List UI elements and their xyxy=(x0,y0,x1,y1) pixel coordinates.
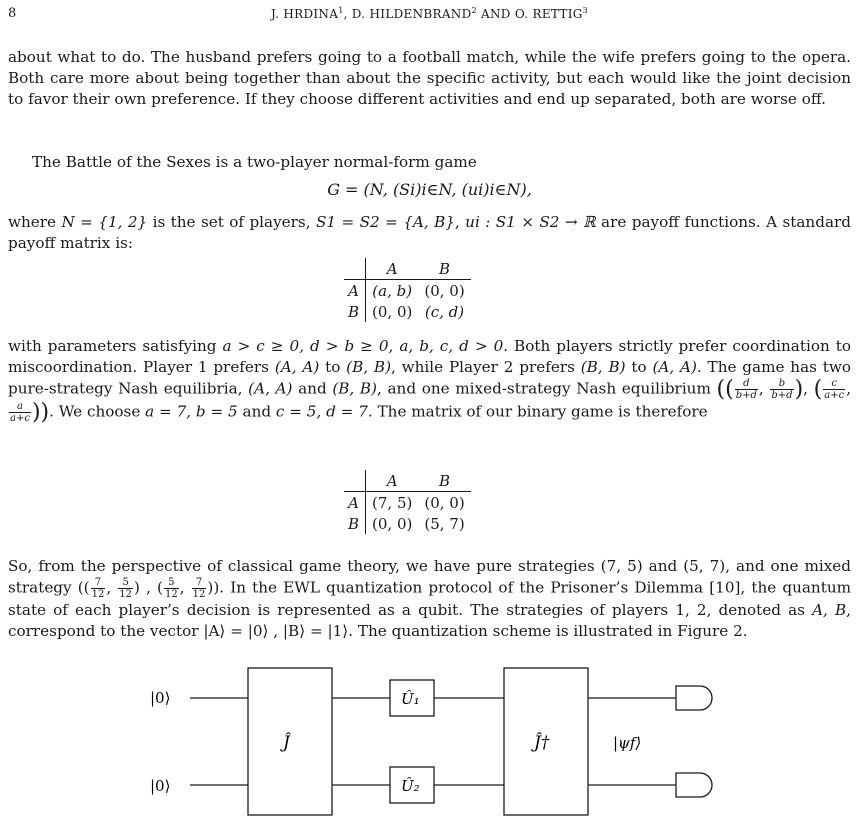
payoff-matrix-binary xyxy=(344,470,471,534)
payoff-matrix-general xyxy=(344,258,471,322)
state-label: |ψf⟩ xyxy=(613,734,642,752)
column-header: B xyxy=(418,258,470,280)
author-1: J. HRDINA xyxy=(270,7,339,21)
row-header: A xyxy=(344,492,366,514)
paragraph-quantization: So, from the perspective of classical game theory, we have pure strategies (7, 5) and (5, 7), and one mixed strategy (( $\frac{7}{12}$ , $\frac{5}{12}$ ) , ( $\frac{5}{12}$ , $\frac{7}{12}$ )). In the EWL quantization protocol of the Prisoner’s Dilemma [10], the quantum state of each player’s decision is represented as a qubit. The strategies of players 1, 2, denoted as A, B, correspond to the vector |A⟩ = |0⟩ , |B⟩ = |1⟩. The quantization scheme is illustrated in Figure 2. xyxy=(8,557,852,640)
paragraph-intro: about what to do. The husband prefers going to a football match, while the wife prefers going to the opera. Both care more about being together than about the specific activity, but each would like the joint decision to favor their own preference. If they choose different activities and end up separated, both are worse off. xyxy=(8,48,851,108)
column-header: A xyxy=(366,258,419,280)
running-header: J. HRDINA$^1$, D. HILDENBRAND$^2$ AND O. RETTIG$^3$ xyxy=(270,6,589,21)
gate-j-box xyxy=(248,668,332,815)
gate-u2-label: Û₂ xyxy=(401,777,420,795)
table-cell: (5, 7) xyxy=(424,514,465,533)
paragraph-equilibria: with parameters satisfying a > c ≥ 0, d > b ≥ 0, a, b, c, d > 0. Both players strictly prefer coordination to miscoordination. Player 1 prefers (A, A) to (B, B), while Player 2 prefers (B, B) to (A, A). The game has two pure-strategy Nash equilibria, (A, A) and (B, B), and one mixed-strategy Nash equilibrium (( $\frac{d}{b+d}$ , $\frac{b}{b+d}$ ), ( $\frac{c}{a+c}$ , $\frac{a}{a+c}$ )). We choose a = 7, b = 5 and c = 5, d = 7. The matrix of our binary game is therefore xyxy=(8,337,852,425)
column-header: A xyxy=(366,470,419,492)
gate-u1-label: Û₁ xyxy=(401,690,420,708)
author-2: , D. HILDENBRAND xyxy=(343,7,472,21)
table-cell: (0, 0) xyxy=(372,302,413,321)
table-cell: (7, 5) xyxy=(372,493,413,512)
row-header: B xyxy=(344,301,366,322)
author-3: AND O. RETTIG xyxy=(476,7,583,21)
column-header: B xyxy=(418,470,470,492)
input-label-1: |0⟩ xyxy=(150,689,171,707)
paragraph-players: where N = {1, 2} is the set of players, S1 = S2 = {A, B}, ui : S1 × S2 → ℝ are payoff functions. A standard payoff matrix is: xyxy=(8,213,851,252)
equation-game: G = (N, (Si)i∈N, (ui)i∈N), xyxy=(327,180,532,199)
row-header: A xyxy=(344,280,366,302)
page-number: 8 xyxy=(8,6,17,21)
measurement-2-icon xyxy=(676,773,712,797)
table-cell: (0, 0) xyxy=(372,514,413,533)
paragraph-definition: The Battle of the Sexes is a two-player normal-form game xyxy=(32,153,477,171)
row-header: B xyxy=(344,513,366,534)
measurement-1-icon xyxy=(676,686,712,710)
table-cell: (0, 0) xyxy=(424,281,465,300)
input-label-2: |0⟩ xyxy=(150,777,171,795)
table-cell: (0, 0) xyxy=(424,493,465,512)
quantum-circuit-figure xyxy=(0,660,859,827)
table-cell: (a, b) xyxy=(372,281,413,300)
table-cell: (c, d) xyxy=(424,302,465,321)
gate-j-label: Ĵ xyxy=(283,733,290,753)
gate-jdag-label: Ĵ† xyxy=(534,733,550,753)
